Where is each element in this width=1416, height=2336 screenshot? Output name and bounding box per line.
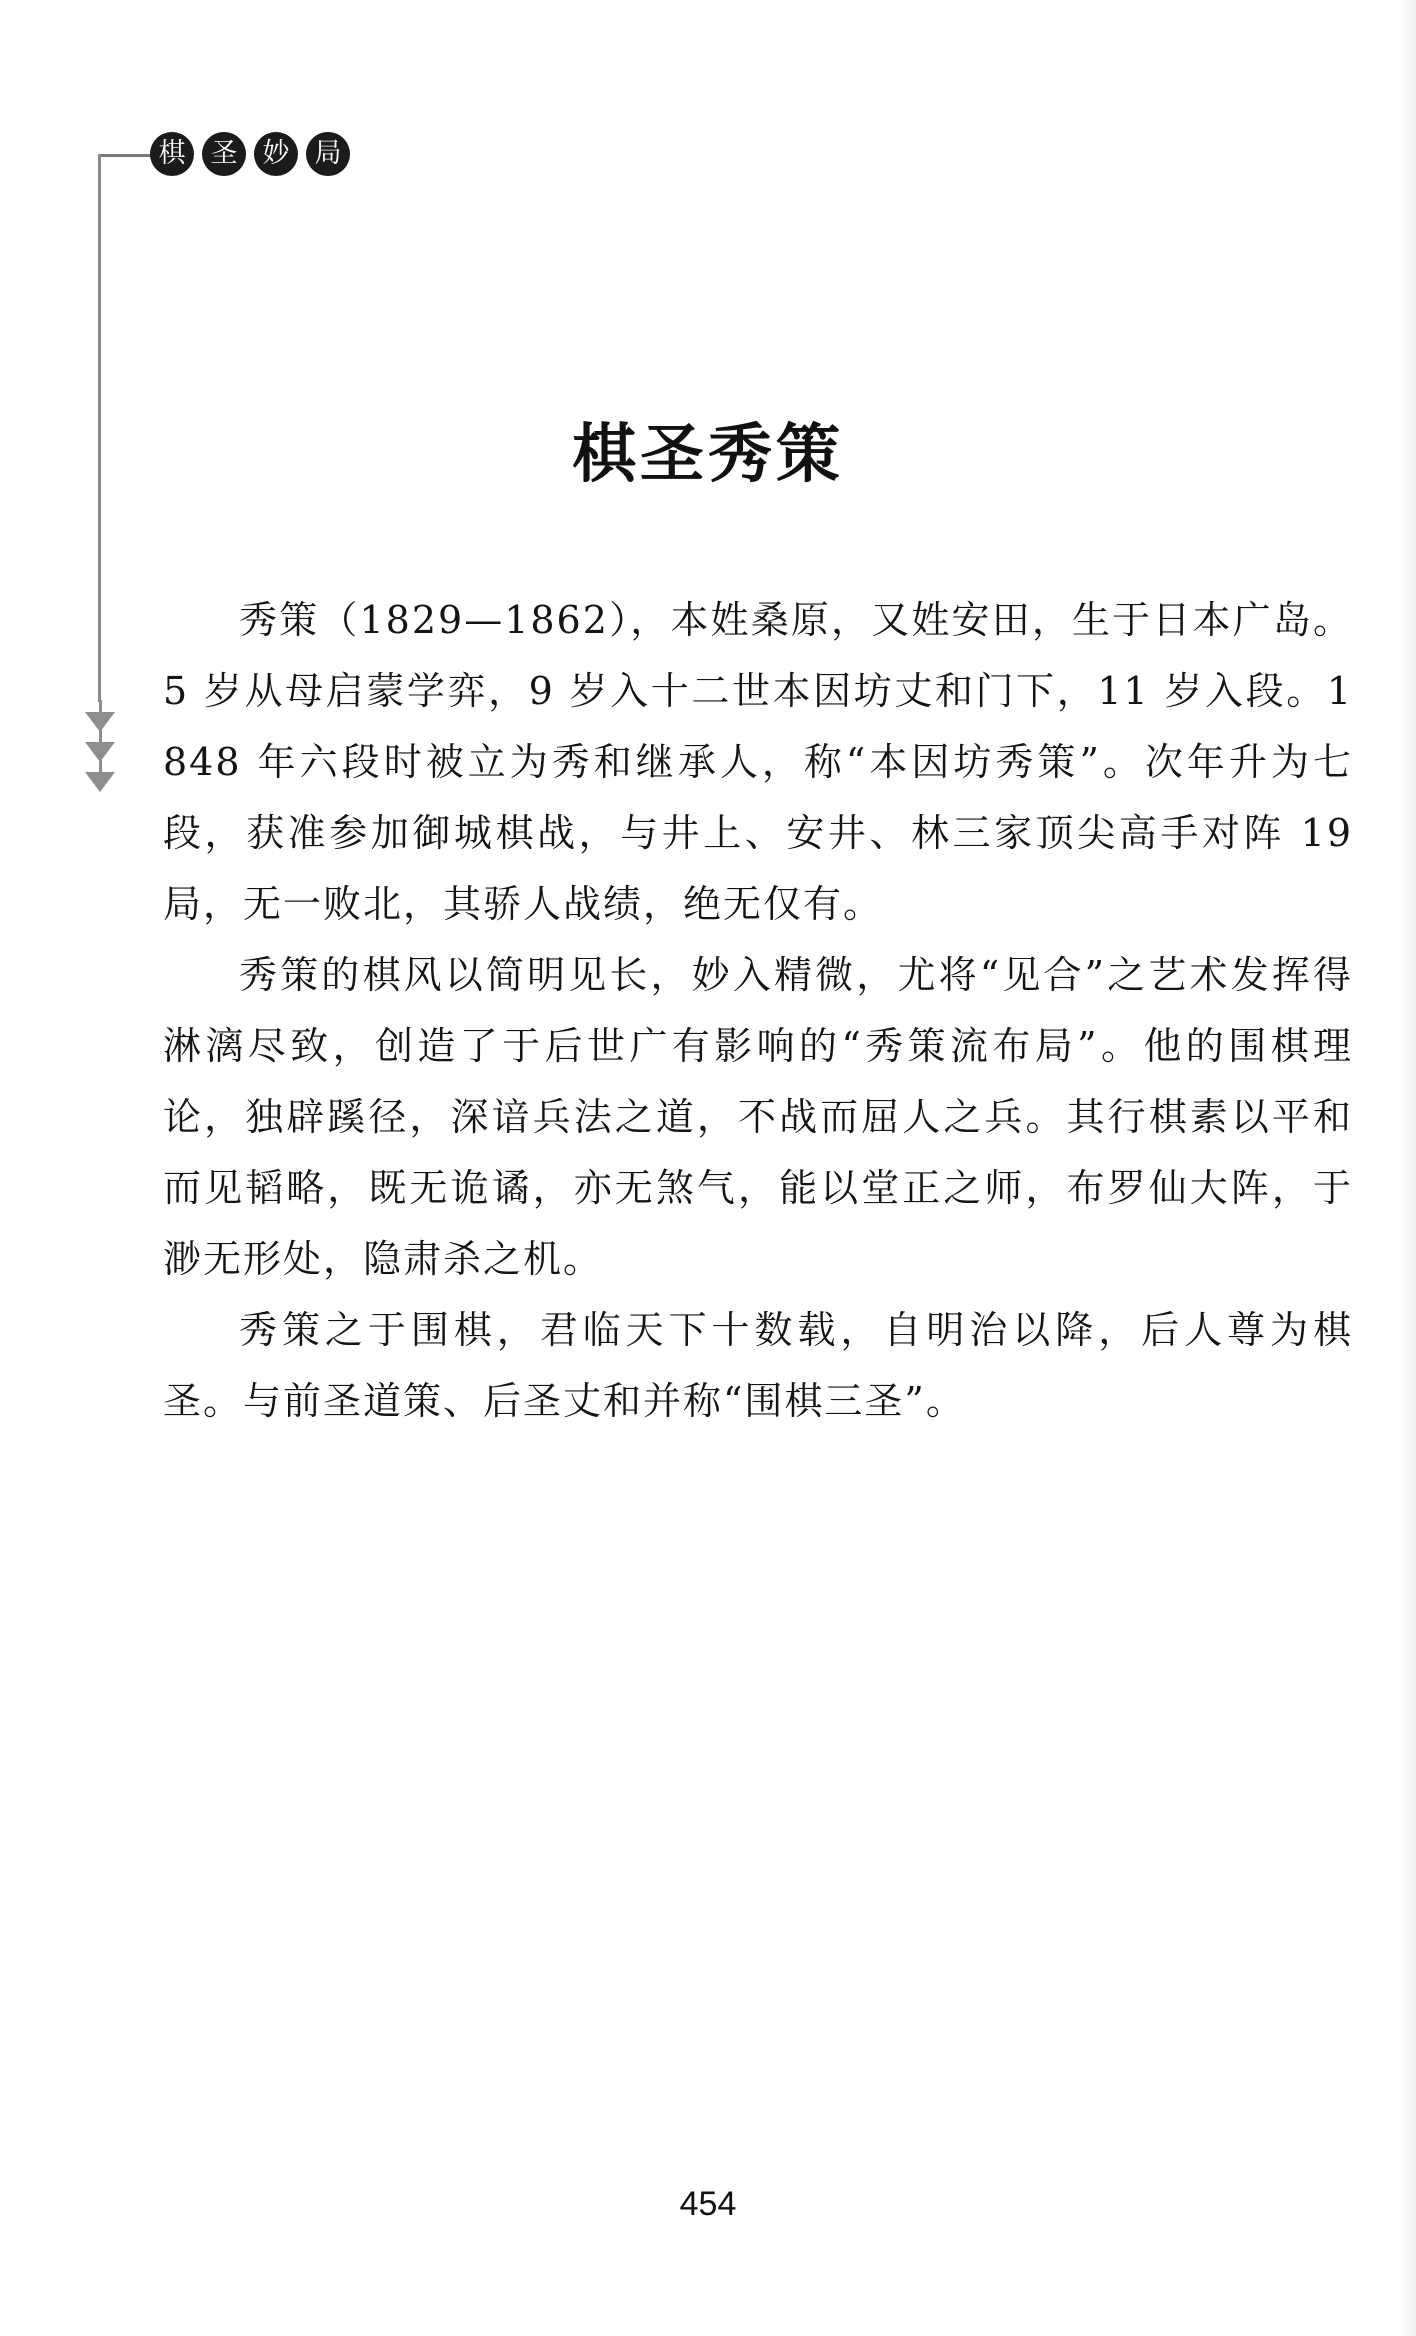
article-body [163, 585, 1353, 1437]
arrow-down-icon [85, 760, 115, 790]
body-paragraph: 秀策的棋风以简明见长，妙入精微，尤将“见合”之艺术发挥得淋漓尽致，创造了于后世广有影响的“秀策流布局”。他的围棋理论，独辟蹊径，深谙兵法之道，不战而屈人之兵。其行棋素以平和而见韬略，既无诡谲，亦无煞气，能以堂正之师，布罗仙大阵，于渺无形处，隐肃杀之机。 [163, 953, 1353, 1281]
page-edge-shadow [1402, 0, 1416, 2336]
series-char: 棋 [150, 132, 194, 176]
series-title [150, 132, 350, 176]
arrow-down-icon [85, 700, 115, 730]
series-char: 圣 [202, 132, 246, 176]
arrow-down-icon [85, 730, 115, 760]
article-title: 棋圣秀策 [572, 417, 844, 492]
series-char: 局 [306, 132, 350, 176]
series-char: 妙 [254, 132, 298, 176]
header-rule-horizontal [98, 154, 156, 157]
body-paragraph: 秀策（1829—1862），本姓桑原，又姓安田，生于日本广岛。5 岁从母启蒙学弈，9 岁入十二世本因坊丈和门下，11 岁入段。1848 年六段时被立为秀和继承人，称“本因坊秀策”。次年升为七段，获准参加御城棋战，与井上、安井、林三家顶尖高手对阵 19 局，无一败北，其骄人战绩，绝无仅有。 [163, 598, 1353, 926]
body-paragraph: 秀策之于围棋，君临天下十数载，自明治以降，后人尊为棋圣。与前圣道策、后圣丈和并称“围棋三圣”。 [163, 1308, 1353, 1423]
margin-arrows [85, 700, 115, 790]
page-number: 454 [679, 2185, 737, 2223]
